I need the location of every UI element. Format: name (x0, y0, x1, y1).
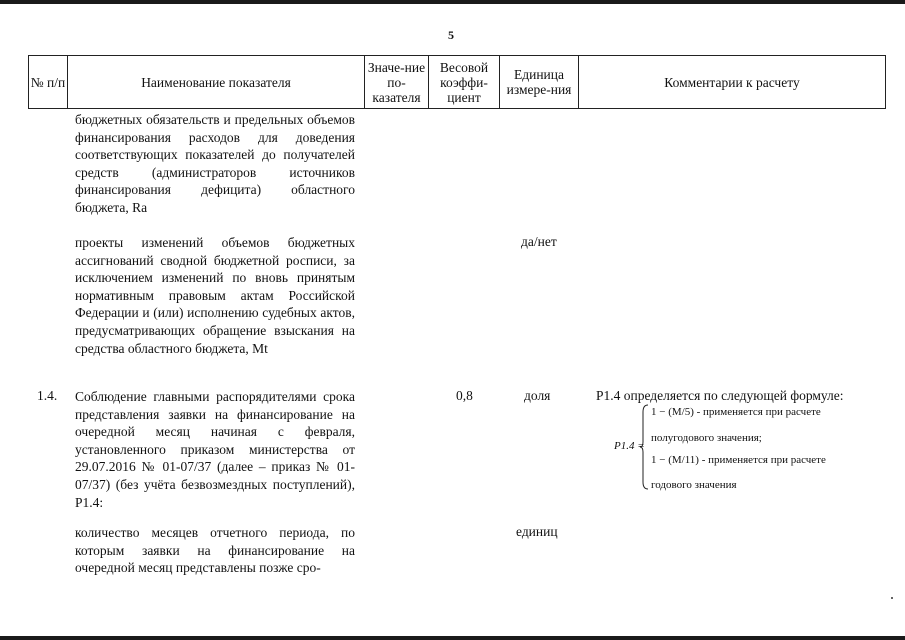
project-changes-unit: да/нет (521, 234, 557, 249)
formula-lhs: P1.4 = (614, 440, 645, 452)
header-weight: Весовой коэффи-циент (428, 55, 499, 109)
header-comments: Комментарии к расчету (578, 55, 886, 109)
bottom-border (0, 636, 905, 640)
page-number: 5 (448, 28, 454, 42)
formula-line-2: полугодового значения; (651, 432, 762, 444)
formula-line-1: 1 − (M/5) - применяется при расчете (651, 406, 821, 418)
top-border (0, 0, 905, 4)
months-count-unit: единиц (516, 524, 558, 539)
formula-line-3: 1 − (M/11) - применяется при расчете (651, 454, 826, 466)
continued-indicator-text: бюджетных обязательств и предельных объемов финансирования расходов для доведения соответствующих показателей до получателей средств (администраторов источников финансирования дефицита) областного бюджета, Ra (75, 112, 355, 215)
months-count-text: количество месяцев отчетного периода, по которым заявки на финансирование на очередной месяц представлены позже сро- (75, 525, 355, 576)
project-changes-text: проекты изменений объемов бюджетных ассигнований сводной бюджетной росписи, за исключением изменений по вновь принятым нормативным правовым актам Российской Федерации и (или) исполнению судебных актов, предусматривающих обращение взыскания на средства областного бюджета, Mt (75, 235, 355, 356)
formula-block (596, 388, 896, 498)
row-1-4-weight: 0,8 (456, 388, 473, 403)
formula-line-4: годового значения (651, 479, 737, 491)
header-unit: Единица измере-ния (499, 55, 578, 109)
header-value: Значе-ние по-казателя (364, 55, 428, 109)
header-number: № п/п (28, 55, 67, 109)
row-1-4-unit: доля (524, 388, 551, 403)
scan-speck (891, 597, 893, 599)
header-name: Наименование показателя (67, 55, 364, 109)
row-1-4-text: Соблюдение главными распорядителями срока представления заявки на финансирование на очередной месяц начиная с февраля, установленного приказом министерства от 29.07.2016 № 01-07/37 (далее – приказ № 01-07/37) (без учёта безвозмездных поступлений), P1.4: (75, 389, 355, 510)
row-1-4-number: 1.4. (37, 388, 58, 403)
formula-brace (640, 404, 650, 490)
row-1-4-comment: P1.4 определяется по следующей формуле: (596, 388, 844, 403)
